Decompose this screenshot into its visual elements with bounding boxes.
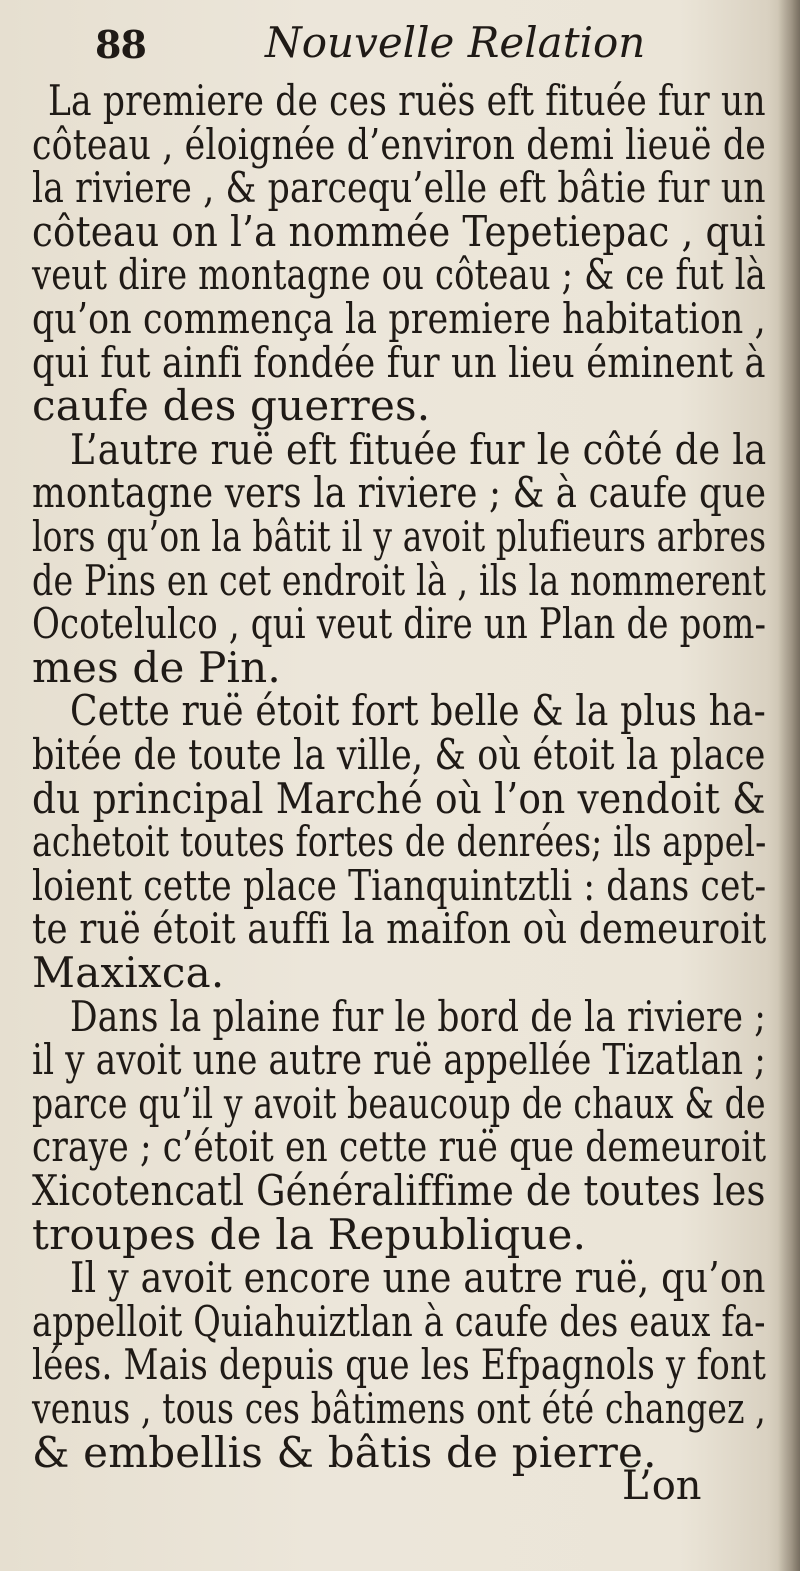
text-line: craye ; c’étoit en cette ruë que demeuroit (32, 1122, 767, 1172)
text-line: mes de Pin. (32, 642, 281, 692)
catchword: L’on (622, 1463, 702, 1509)
text-line: La premiere de ces ruës eft fituée fur un (48, 76, 766, 125)
text-line: troupes de la Republique. (32, 1209, 587, 1259)
text-line: Xicotencatl Généraliffime de toutes les (32, 1166, 766, 1215)
text-line: te ruë étoit auffi la maifon où demeuroit (32, 904, 767, 954)
text-line: parce qu’il y avoit beaucoup de chaux & de (32, 1078, 766, 1128)
text-line: lors qu’on la bâtit il y avoit plufieurs arbres (32, 512, 767, 561)
text-line: bitée de toute la ville, & où étoit la place (32, 730, 766, 779)
text-line: venus , tous ces bâtimens ont été changez , (32, 1384, 766, 1433)
text-line: Ocotelulco , qui veut dire un Plan de pom- (32, 599, 767, 649)
text-line: qui fut ainfi fondée fur un lieu éminent à (32, 337, 766, 387)
text-line: Maxixca. (32, 948, 225, 997)
text-line: lées. Mais depuis que les Efpagnols y font (32, 1340, 767, 1390)
text-line: & embellis & bâtis de pierre. (32, 1427, 657, 1477)
text-line: appelloit Quiahuiztlan à caufe des eaux fa- (32, 1296, 766, 1346)
text-line: Cette ruë étoit fort belle & la plus ha- (70, 686, 766, 736)
text-line: L’autre ruë eft fituée fur le côté de la (70, 424, 767, 474)
text-line: il y avoit une autre ruë appellée Tizatlan ; (32, 1035, 766, 1085)
text-line: caufe des guerres. (32, 381, 431, 431)
text-line: la riviere , & parcequ’elle eft bâtie fur un (32, 163, 766, 213)
text-line: achetoit toutes fortes de denrées; ils appel- (32, 817, 767, 867)
text-line: du principal Marché où l’on vendoit & (32, 773, 766, 823)
text-line: veut dire montagne ou côteau ; & ce fut là (32, 250, 766, 300)
page-header (95, 18, 695, 68)
text-line: montagne vers la riviere ; & à caufe que (32, 468, 767, 518)
page-number: 88 (95, 22, 146, 67)
text-line: de Pins en cet endroit là , ils la nommerent (32, 555, 767, 605)
text-line: qu’on commença la premiere habitation , (32, 294, 766, 343)
text-line: Il y avoit encore une autre ruë, qu’on (70, 1253, 766, 1303)
text-line: côteau , éloignée d’environ demi lieuë de (32, 119, 767, 169)
text-line: Dans la plaine fur le bord de la riviere ; (70, 991, 766, 1041)
text-line: côteau on l’a nommée Tepetiepac , qui (32, 206, 766, 256)
text-line: loient cette place Tianquintztli : dans cet- (32, 860, 767, 910)
running-head: Nouvelle Relation (265, 18, 646, 67)
page-gutter-shadow (778, 0, 800, 1571)
